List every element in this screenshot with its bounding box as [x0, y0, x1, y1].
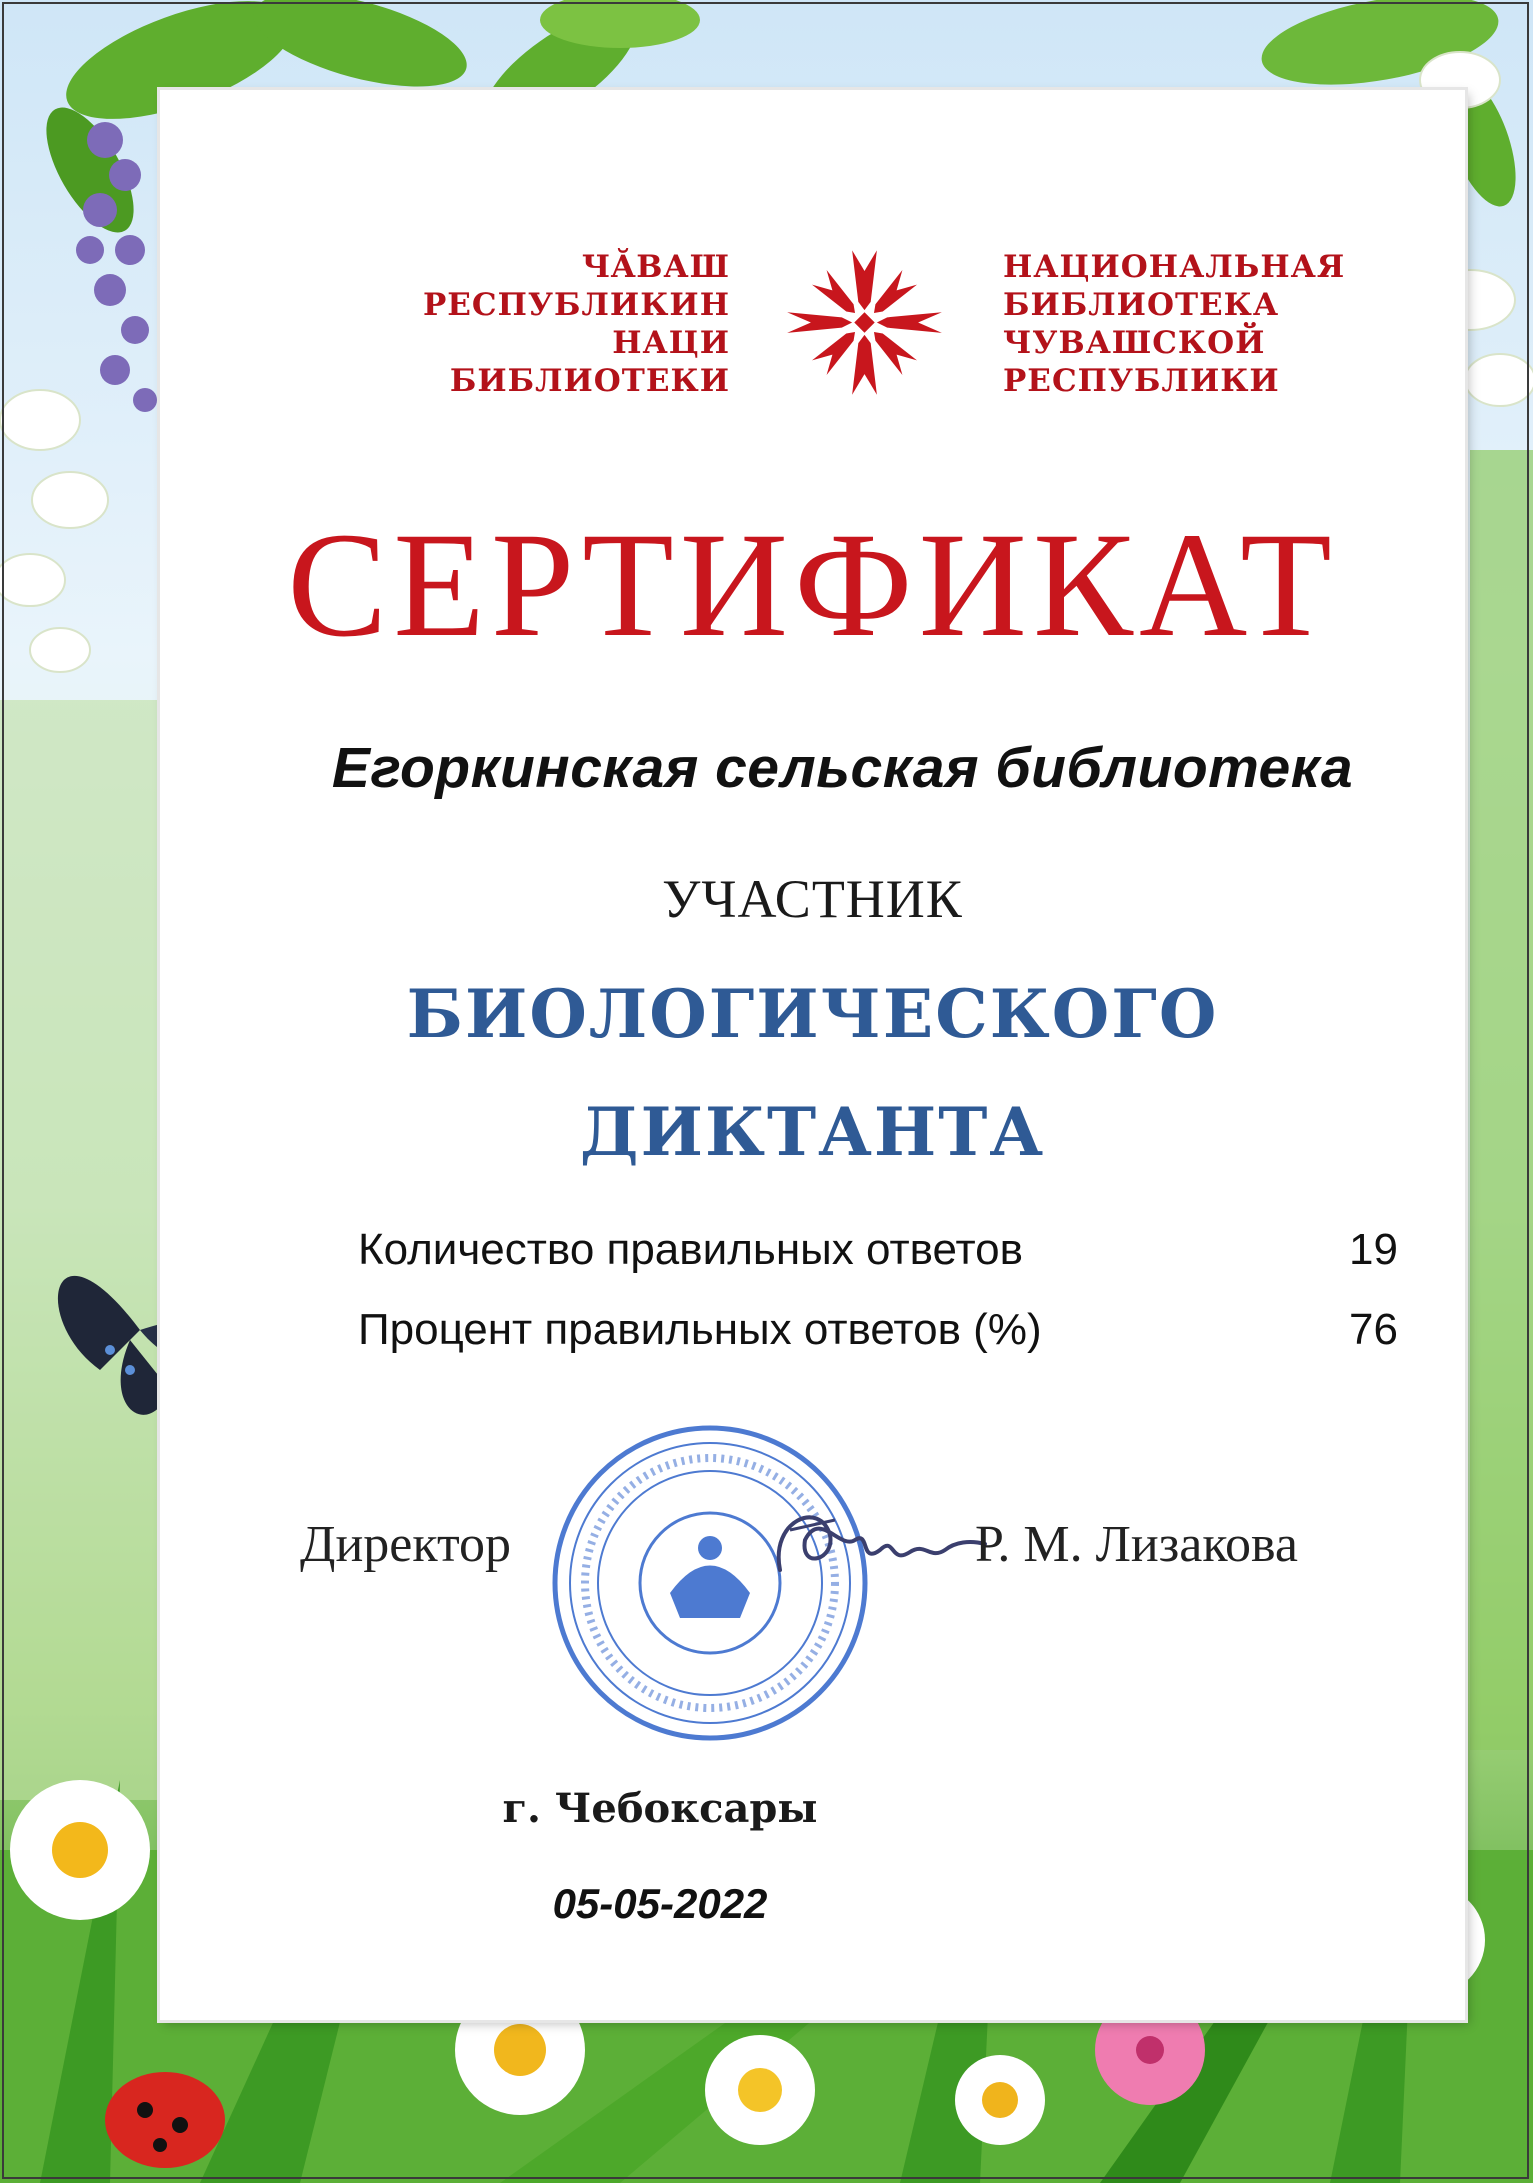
result-row: [358, 1225, 1398, 1305]
results-table: [358, 1225, 1398, 1385]
org-name-chuvash: [420, 248, 730, 400]
ladybug: [105, 2072, 225, 2168]
result-label: Количество правильных ответов: [358, 1225, 1024, 1274]
result-label: Процент правильных ответов (%): [358, 1305, 1042, 1354]
org-left-line: НАЦИ: [612, 325, 730, 361]
chuvash-ornament-icon: [782, 245, 947, 400]
recipient-name: Егоркинская сельская библиотека: [331, 736, 1354, 800]
org-right-line: РЕСПУБЛИКИ: [1003, 363, 1280, 399]
issue-date: 05-05-2022: [552, 1880, 768, 1927]
org-name-russian: [1003, 248, 1346, 400]
result-value: 19: [1349, 1225, 1398, 1274]
event-title-line1: БИОЛОГИЧЕСКОГО: [406, 975, 1219, 1053]
org-left-line: БИБЛИОТЕКИ: [449, 363, 730, 399]
org-right-line: БИБЛИОТЕКА: [1003, 287, 1280, 323]
city-label: г. Чебоксары: [502, 1785, 818, 1832]
org-left-line: ЧĂВАШ: [581, 249, 730, 285]
org-right-line: НАЦИОНАЛЬНАЯ: [1003, 249, 1346, 285]
director-role: Директор: [300, 1516, 511, 1573]
director-name: Р. М. Лизакова: [975, 1516, 1298, 1573]
event-title-line2: ДИКТАНТА: [579, 1093, 1046, 1171]
result-row: [358, 1305, 1398, 1385]
org-right-line: ЧУВАШСКОЙ: [1003, 325, 1266, 361]
handwritten-signature-icon: [760, 1480, 990, 1600]
org-left-line: РЕСПУБЛИКИН: [422, 287, 730, 323]
participant-label: УЧАСТНИК: [662, 869, 963, 929]
certificate-title: СЕРТИФИКАТ: [287, 502, 1338, 668]
result-value: 76: [1349, 1305, 1398, 1354]
